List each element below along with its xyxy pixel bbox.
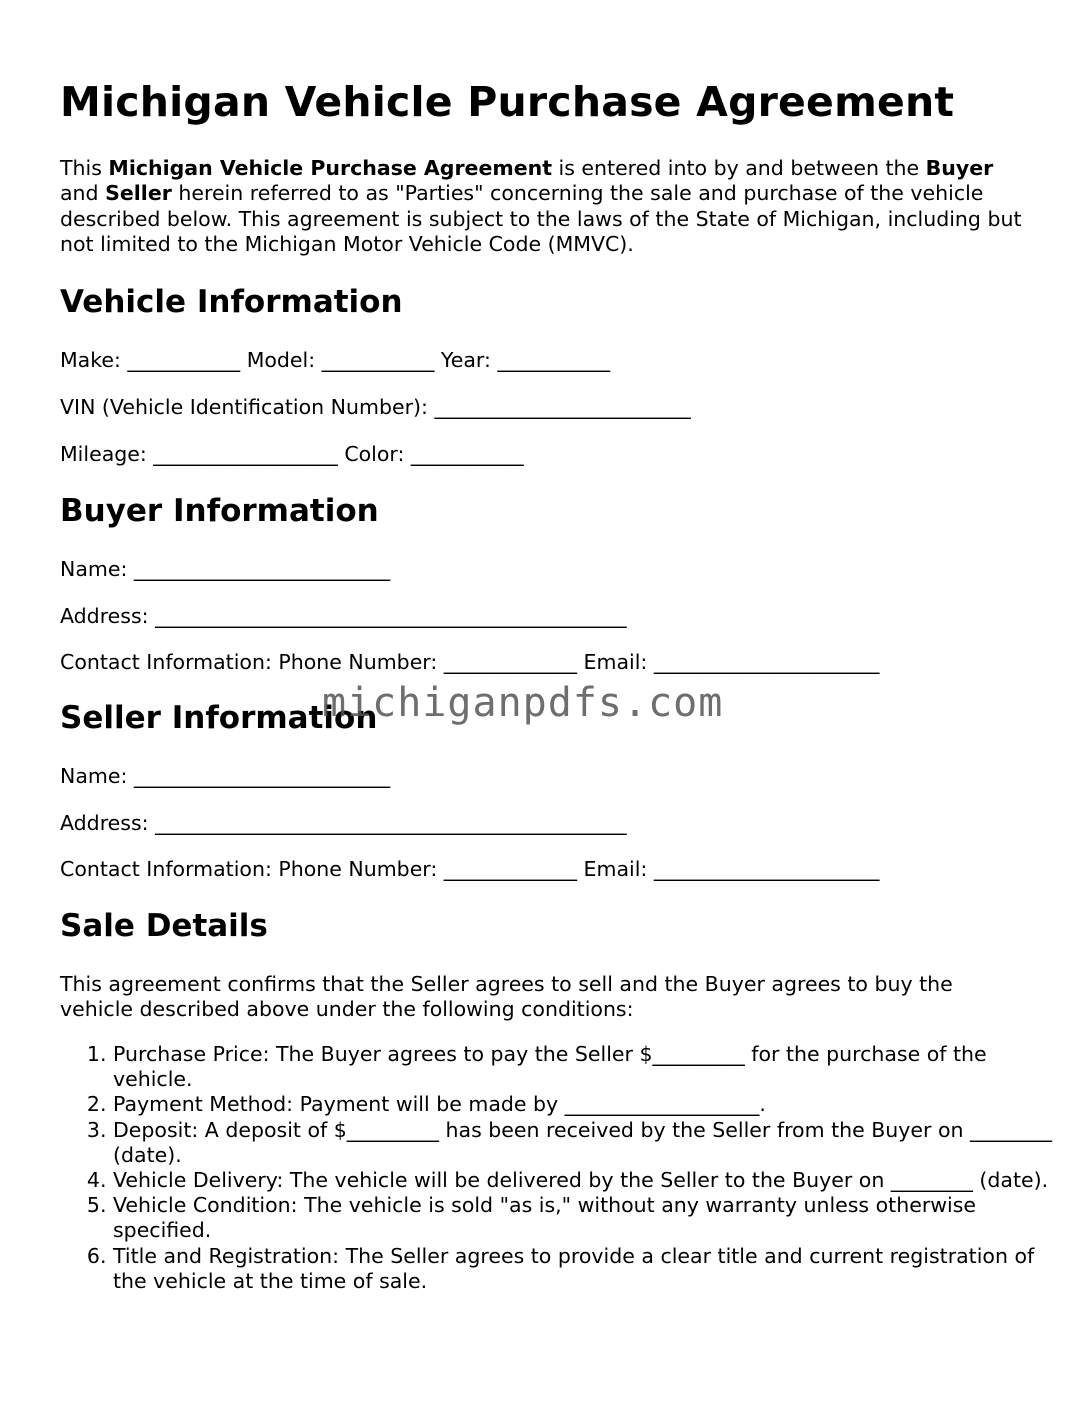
seller-address-line: Address: ______________________________________________	[60, 811, 627, 835]
list-item: 1. Purchase Price: The Buyer agrees to pay the Seller $_________ for the purchase of the vehicle.	[113, 1042, 1053, 1092]
sale-details-heading: Sale Details	[60, 908, 268, 944]
watermark: michiganpdfs.com	[322, 680, 724, 726]
buyer-contact-line: Contact Information: Phone Number: _____________ Email: ______________________	[60, 650, 880, 674]
vehicle-info-heading: Vehicle Information	[60, 284, 403, 320]
vehicle-mileage-color-line: Mileage: __________________ Color: ___________	[60, 442, 524, 466]
list-item: 3. Deposit: A deposit of $_________ has been received by the Seller from the Buyer on ________ (date).	[113, 1118, 1053, 1168]
buyer-address-line: Address: ______________________________________________	[60, 604, 627, 628]
list-item: 6. Title and Registration: The Seller agrees to provide a clear title and current registration of the vehicle at the time of sale.	[113, 1244, 1053, 1294]
seller-contact-line: Contact Information: Phone Number: _____________ Email: ______________________	[60, 857, 880, 881]
list-item: 4. Vehicle Delivery: The vehicle will be delivered by the Seller to the Buyer on ________ (date).	[113, 1168, 1053, 1193]
intro-paragraph	[60, 156, 1025, 257]
buyer-info-heading: Buyer Information	[60, 493, 379, 529]
intro-text-4: herein referred to as "Parties" concerning the sale and purchase of the vehicle described below. This agreement is subject to the laws of the State of Michigan, including but not limited to the Michigan Motor Vehicle Code (MMVC).	[60, 181, 1022, 256]
sale-conditions-list	[60, 1042, 1053, 1294]
intro-bold-agreement: Michigan Vehicle Purchase Agreement	[108, 156, 553, 180]
sale-intro-paragraph: This agreement confirms that the Seller agrees to sell and the Buyer agrees to buy the vehicle described above under the following conditions:	[60, 972, 953, 1021]
vehicle-make-model-year-line: Make: ___________ Model: ___________ Year: ___________	[60, 348, 611, 372]
list-item: 5. Vehicle Condition: The vehicle is sold "as is," without any warranty unless otherwise specified.	[113, 1193, 1053, 1243]
intro-text-1: This	[60, 156, 109, 180]
list-item: 2. Payment Method: Payment will be made by ___________________.	[113, 1092, 1053, 1117]
intro-bold-buyer: Buyer	[925, 156, 994, 180]
intro-text-2: is entered into by and between the	[552, 156, 926, 180]
buyer-name-line: Name: _________________________	[60, 557, 391, 581]
intro-bold-seller: Seller	[105, 181, 172, 206]
vehicle-vin-line: VIN (Vehicle Identification Number): _________________________	[60, 395, 691, 419]
intro-text-3: and	[60, 181, 106, 206]
seller-info-heading: Seller Information	[60, 700, 378, 736]
seller-name-line: Name: _________________________	[60, 764, 391, 788]
page-title: Michigan Vehicle Purchase Agreement	[60, 78, 955, 126]
